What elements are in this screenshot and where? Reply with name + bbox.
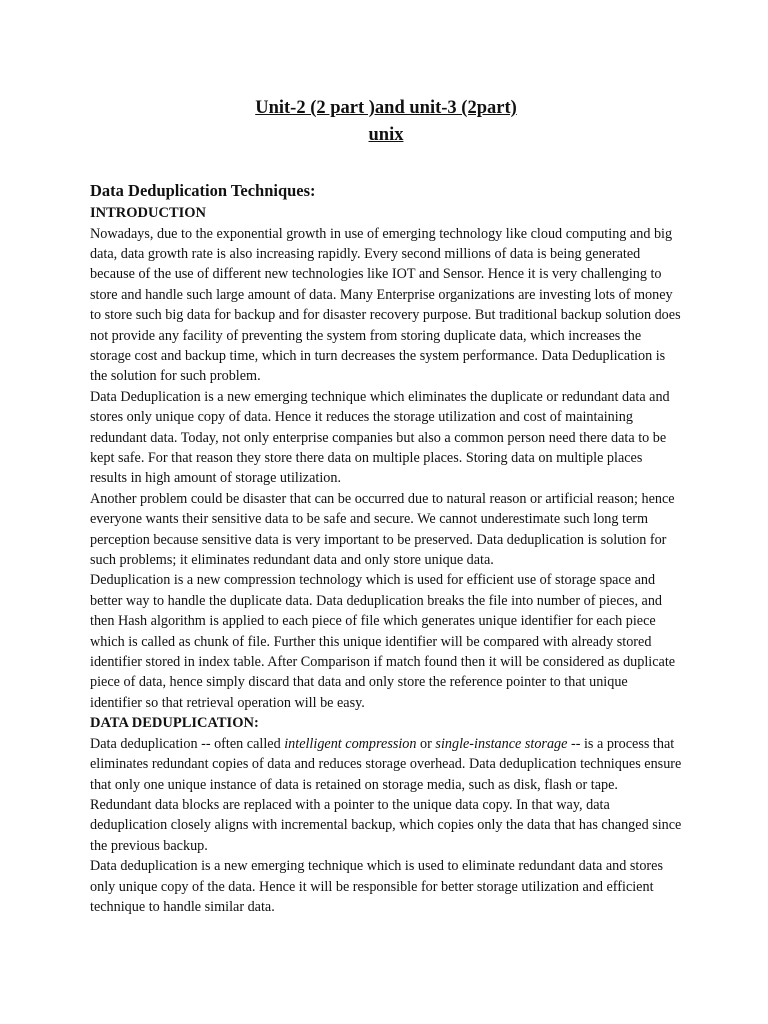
dedup-heading: DATA DEDUPLICATION: — [90, 715, 259, 732]
paragraph-5 — [90, 734, 682, 856]
term-single-instance-storage: single-instance storage — [435, 735, 568, 752]
paragraph-4: Deduplication is a new compression technology which is used for efficient use of storage space and better way to handle the duplicate data. Data deduplication breaks the file into number of pieces, and then Hash algorithm is applied to each piece of file which generates unique identifier for each piece which is called as chunk of file. Further this unique identifier will be compared with already stored identifier stored in index table. After Comparison if match found then it will be considered as duplicate piece of data, hence simply discard that data and only store the reference pointer to that unique identifier so that retrieval operation will be easy. — [90, 572, 676, 711]
paragraph-5-mid: or — [416, 735, 436, 752]
section-title: Data Deduplication Techniques: — [90, 181, 316, 200]
paragraph-6: Data deduplication is a new emerging technique which is used to eliminate redundant data and stores only unique copy of the data. Hence it will be responsible for better storage utilization and efficient technique to handle similar data. — [90, 858, 663, 915]
paragraph-5-after: -- is a process that eliminates redundant copies of data and reduces storage overhead. Data deduplication techniques ensure that only one unique instance of data is retained on storage media, such as disk, flash or tape. Redundant data blocks are replaced with a pointer to the unique data copy. In that way, data deduplication closely aligns with incremental backup, which copies only the data that has changed since the previous backup. — [90, 735, 682, 854]
paragraph-3: Another problem could be disaster that can be occurred due to natural reason or artificial reason; hence everyone wants their sensitive data to be safe and secure. We cannot underestimate such long term perception because sensitive data is very important to be preserved. Data deduplication is solution for such problems; it eliminates redundant data and only store unique data. — [90, 490, 675, 568]
doc-title: Unit-2 (2 part )and unit-3 (2part) — [255, 98, 517, 118]
paragraph-5-before: Data deduplication -- often called — [90, 735, 285, 752]
paragraph-1: Nowadays, due to the exponential growth in use of emerging technology like cloud computing and big data, data growth rate is also increasing rapidly. Every second millions of data is being generated because of the use of different new technologies like IOT and Sensor. Hence it is very challenging to store and handle such large amount of data. Many Enterprise organizations are investing lots of money to store such big data for backup and for disaster recovery purpose. But traditional backup solution does not provide any facility of preventing the system from storing duplicate data, which increases the storage cost and backup time, which in turn decreases the system performance. Data Deduplication is the solution for such problem. — [90, 225, 681, 385]
term-intelligent-compression: intelligent compression — [284, 735, 417, 752]
paragraph-2: Data Deduplication is a new emerging technique which eliminates the duplicate or redundant data and stores only unique copy of data. Hence it reduces the storage utilization and cost of maintaining redundant data. Today, not only enterprise companies but also a common person need there data to be kept safe. For that reason they store there data on multiple places. Storing data on multiple places results in high amount of storage utilization. — [90, 388, 670, 487]
intro-heading: INTRODUCTION — [90, 205, 207, 221]
doc-subtitle: unix — [368, 125, 404, 145]
